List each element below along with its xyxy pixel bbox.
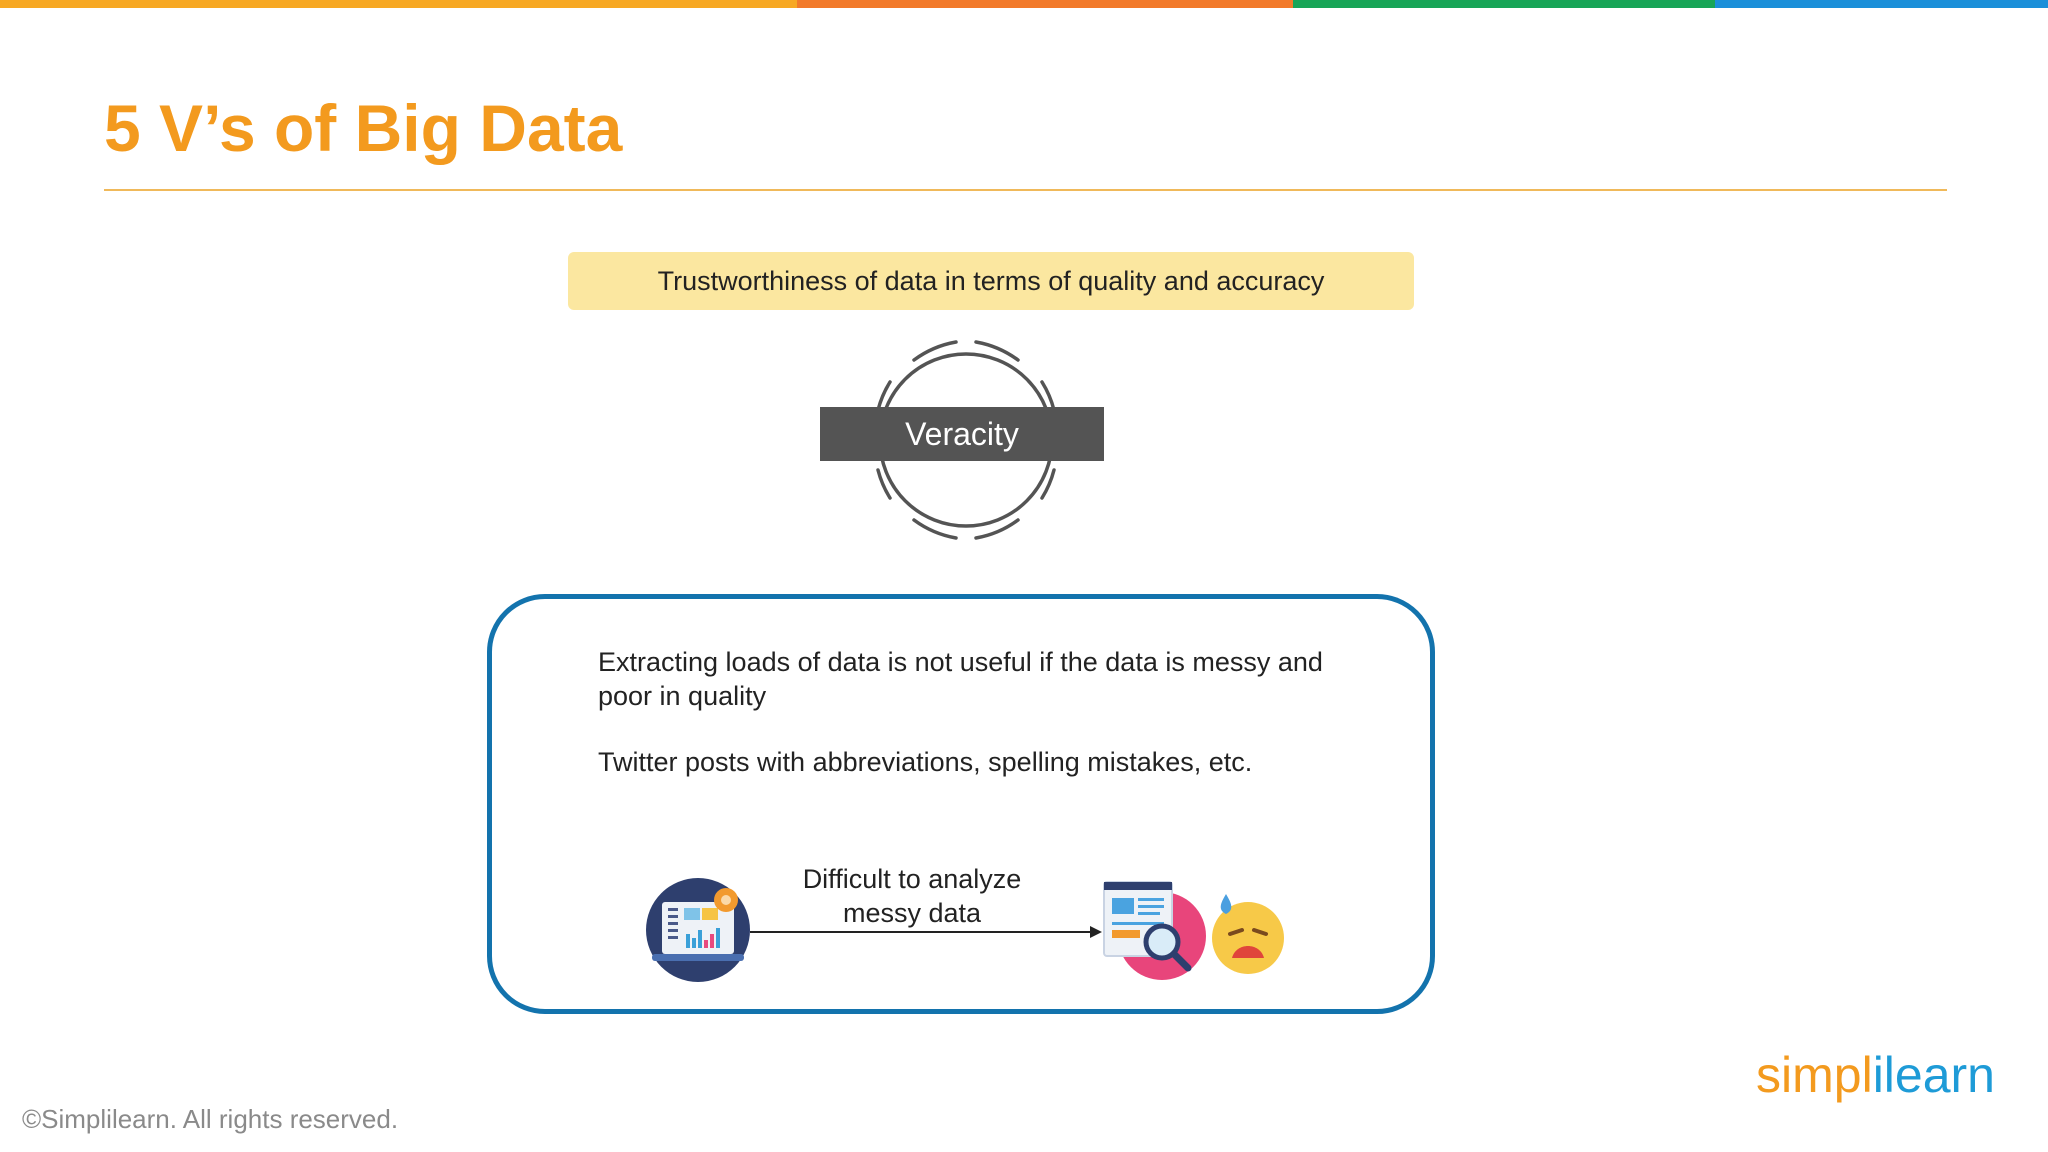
flow-caption: Difficult to analyze messy data bbox=[802, 864, 1022, 928]
veracity-label bbox=[820, 407, 1104, 461]
top-bar-red-orange bbox=[797, 0, 1293, 8]
simplilearn-logo bbox=[1756, 1042, 1996, 1108]
slide-title: 5 V’s of Big Data bbox=[104, 91, 623, 165]
copyright-notice: ©Simplilearn. All rights reserved. bbox=[22, 1104, 399, 1134]
worried-face-icon bbox=[1206, 886, 1288, 976]
point-twitter-posts: Twitter posts with abbreviations, spelling mistakes, etc. bbox=[598, 747, 1253, 777]
top-bar-blue bbox=[1715, 0, 2048, 8]
report-magnifier-icon bbox=[1100, 880, 1208, 984]
veracity-label-text: Veracity bbox=[905, 415, 1019, 452]
top-bar-green bbox=[1293, 0, 1715, 8]
logo-text-part2: ilearn bbox=[1872, 1047, 1995, 1103]
title-underline bbox=[104, 189, 1947, 191]
top-color-bar bbox=[0, 0, 2048, 8]
definition-text: Trustworthiness of data in terms of quality and accuracy bbox=[657, 265, 1325, 296]
laptop-dashboard-icon bbox=[642, 878, 754, 984]
point-messy-data: Extracting loads of data is not useful if the data is messy and poor in quality bbox=[598, 647, 1323, 711]
top-bar-orange bbox=[0, 0, 797, 8]
logo-text-part1: simpl bbox=[1756, 1047, 1873, 1103]
definition-box bbox=[568, 252, 1414, 310]
